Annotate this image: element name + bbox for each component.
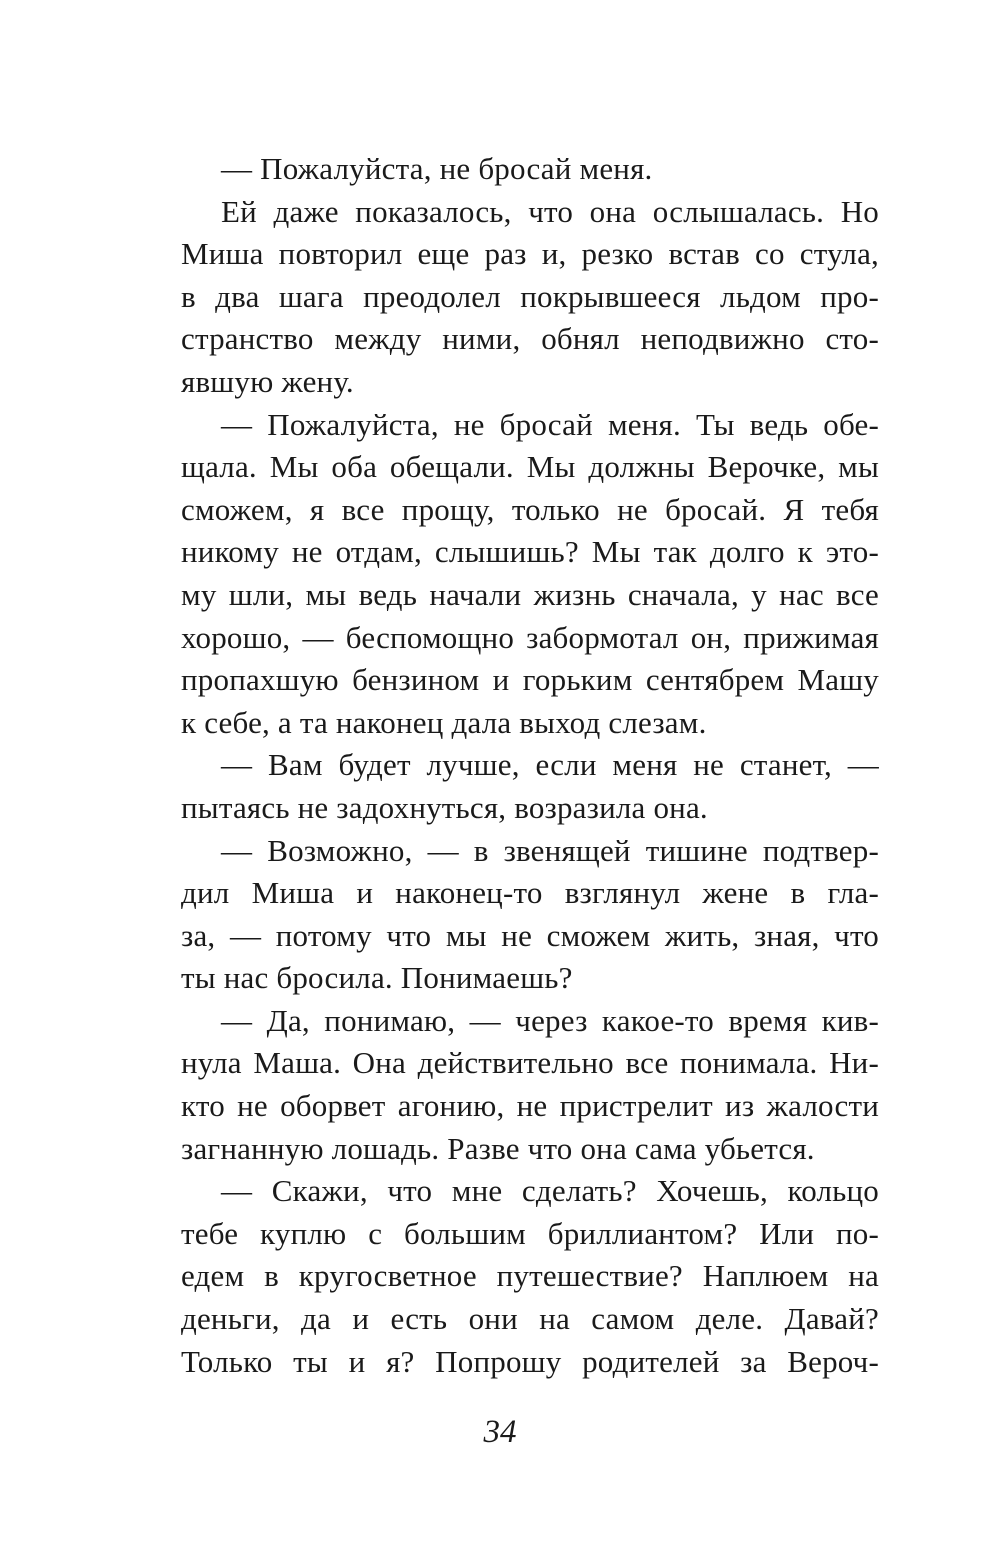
text-line: Ей даже показалось, что она ослышалась. Но xyxy=(221,193,879,229)
text-line: ты нас бросила. Понимаешь? xyxy=(181,960,573,996)
text-line: — Да, понимаю, — через какое-то время кив- xyxy=(221,1002,879,1038)
text-line: деньги, да и есть они на самом деле. Давай? xyxy=(181,1301,879,1337)
text-line: никому не отдам, слышишь? Мы так долго к это- xyxy=(181,534,879,570)
text-line: к себе, а та наконец дала выход слезам. xyxy=(181,704,707,740)
text-line: тебе куплю с большим бриллиантом? Или по- xyxy=(181,1215,879,1251)
body-text xyxy=(181,148,879,1383)
text-line: Только ты и я? Попрошу родителей за Вероч- xyxy=(181,1343,879,1379)
text-line: пытаясь не задохнуться, возразила она. xyxy=(181,789,708,825)
text-line: сможем, я все прощу, только не бросай. Я тебя xyxy=(181,491,879,527)
text-line: щала. Мы оба обещали. Мы должны Верочке, мы xyxy=(181,449,879,485)
text-line: кто не оборвет агонию, не пристрелит из жалости xyxy=(181,1088,879,1124)
text-line: — Вам будет лучше, если меня не станет, — xyxy=(221,747,879,783)
text-line: му шли, мы ведь начали жизнь сначала, у нас все xyxy=(181,576,879,612)
text-line: за, — потому что мы не сможем жить, зная, что xyxy=(181,917,879,953)
text-line: в два шага преодолел покрывшееся льдом про- xyxy=(181,278,879,314)
text-line: явшую жену. xyxy=(181,363,354,399)
text-line: хорошо, — беспомощно забормотал он, прижимая xyxy=(181,619,879,655)
text-line: едем в кругосветное путешествие? Наплюем на xyxy=(181,1258,879,1294)
text-line: — Пожалуйста, не бросай меня. Ты ведь обе- xyxy=(221,406,879,442)
text-line: пропахшую бензином и горьким сентябрем Машу xyxy=(181,662,879,698)
text-line: — Возможно, — в звенящей тишине подтвер- xyxy=(221,832,879,868)
text-line: нула Маша. Она действительно все понимала. Ни- xyxy=(181,1045,879,1081)
text-line: — Скажи, что мне сделать? Хочешь, кольцо xyxy=(221,1173,879,1209)
text-line: дил Миша и наконец-то взглянул жене в гла- xyxy=(181,875,879,911)
text-line: — Пожалуйста, не бросай меня. xyxy=(221,151,653,186)
text-line: загнанную лошадь. Разве что она сама убьется. xyxy=(181,1130,815,1166)
page-number: 34 xyxy=(483,1414,517,1450)
text-line: странство между ними, обнял неподвижно сто- xyxy=(181,321,879,357)
text-line: Миша повторил еще раз и, резко встав со стула, xyxy=(181,236,879,272)
